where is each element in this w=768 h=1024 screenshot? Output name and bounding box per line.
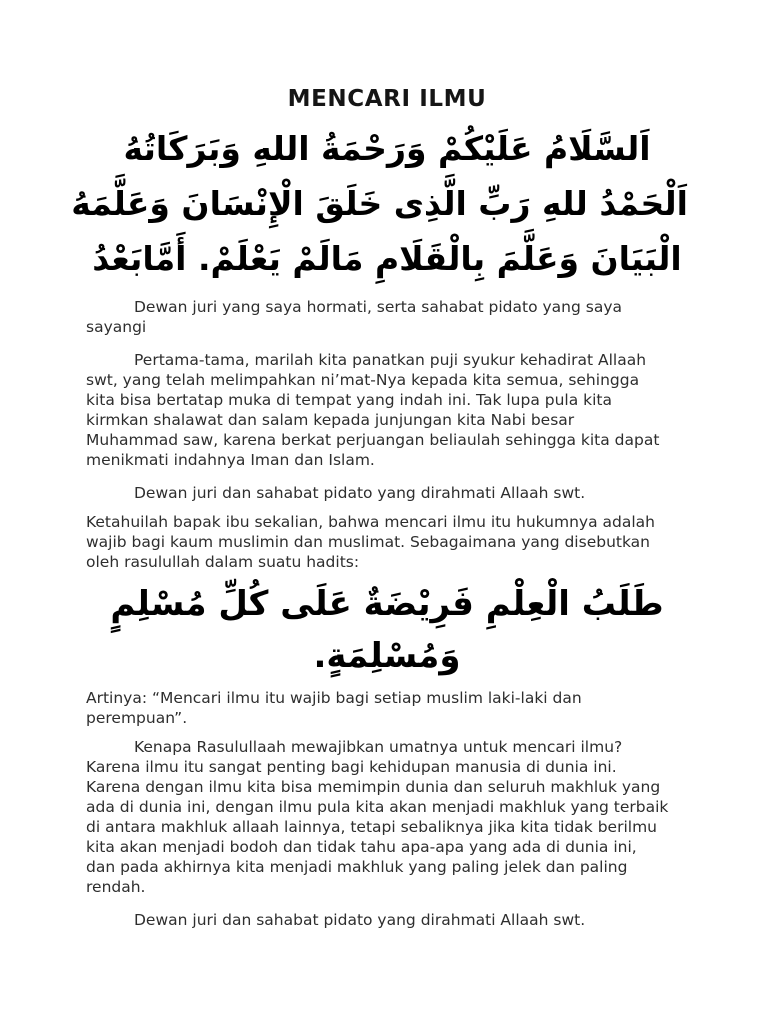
paragraph-address-jury: [86, 483, 688, 503]
text-line: rendah.: [86, 878, 146, 896]
text-line: kita bisa bertatap muka di tempat yang indah ini. Tak lupa pula kita: [86, 391, 612, 409]
arabic-opening-block: [71, 121, 688, 286]
text-line: oleh rasulullah dalam suatu hadits:: [86, 553, 360, 571]
text-line: wajib bagi kaum muslimin dan muslimat. Sebagaimana yang disebutkan: [86, 533, 650, 551]
text-line: Dewan juri dan sahabat pidato yang dirahmati Allaah swt.: [134, 484, 586, 502]
text-line: kirmkan shalawat dan salam kepada junjungan kita Nabi besar: [86, 411, 575, 429]
arabic-opening-line: اَلْحَمْدُ للهِ رَبِّ الَّذِى خَلَقَ الْإِنْسَانَ وَعَلَّمَهُ: [71, 184, 688, 223]
text-line: Dewan juri yang saya hormati, serta sahabat pidato yang saya: [134, 298, 623, 316]
arabic-opening-line: اَلسَّلَامُ عَلَيْكُمْ وَرَحْمَةُ اللهِ وَبَرَكَاتُهُ: [123, 129, 651, 168]
text-line: Pertama-tama, marilah kita panatkan puji syukur kehadirat Allaah: [134, 351, 647, 369]
text-line: di antara makhluk allaah lainnya, tetapi sebaliknya jika kita tidak berilmu: [86, 818, 657, 836]
text-line: Karena ilmu itu sangat penting bagi kehidupan manusia di dunia ini.: [86, 758, 617, 776]
text-line: perempuan”.: [86, 709, 188, 727]
paragraph-why-seek-knowledge: [86, 737, 688, 897]
text-line: Karena dengan ilmu kita bisa memimpin dunia dan seluruh makhluk yang: [86, 778, 661, 796]
text-line: swt, yang telah melimpahkan ni’mat-Nya kepada kita semua, sehingga: [86, 371, 640, 389]
text-line: sayangi: [86, 318, 147, 336]
hadith-block: [86, 578, 688, 682]
hadith-line: طَلَبُ الْعِلْمِ فَرِيْضَةٌ عَلَى كُلِّ مُسْلِمٍ: [110, 584, 664, 624]
text-line: Artinya: “Mencari ilmu itu wajib bagi setiap muslim laki-laki dan: [86, 689, 582, 707]
paragraph-address-jury-2: [86, 910, 688, 930]
paragraph-greeting: [86, 297, 688, 337]
text-line: Kenapa Rasulullaah mewajibkan umatnya untuk mencari ilmu?: [134, 738, 623, 756]
text-line: kita akan menjadi bodoh dan tidak tahu apa-apa yang ada di dunia ini,: [86, 838, 637, 856]
text-line: Dewan juri dan sahabat pidato yang dirahmati Allaah swt.: [134, 911, 586, 929]
text-line: Muhammad saw, karena berkat perjuangan beliaulah sehingga kita dapat: [86, 431, 660, 449]
text-line: dan pada akhirnya kita menjadi makhluk yang paling jelek dan paling: [86, 858, 628, 876]
hadith-line: وَمُسْلِمَةٍ.: [313, 636, 461, 676]
text-line: Ketahuilah bapak ibu sekalian, bahwa mencari ilmu itu hukumnya adalah: [86, 513, 655, 531]
arabic-opening-line: الْبَيَانَ وَعَلَّمَ بِالْقَلَامِ مَالَمْ يَعْلَمْ. أَمَّابَعْدُ: [92, 239, 682, 278]
paragraph-translation: [86, 688, 688, 728]
paragraph-obligation: [86, 512, 688, 572]
text-line: ada di dunia ini, dengan ilmu pula kita akan menjadi makhluk yang terbaik: [86, 798, 669, 816]
page-title: MENCARI ILMU: [287, 86, 487, 112]
paragraph-opening-thanks: [86, 350, 688, 470]
text-line: menikmati indahnya Iman dan Islam.: [86, 451, 375, 469]
